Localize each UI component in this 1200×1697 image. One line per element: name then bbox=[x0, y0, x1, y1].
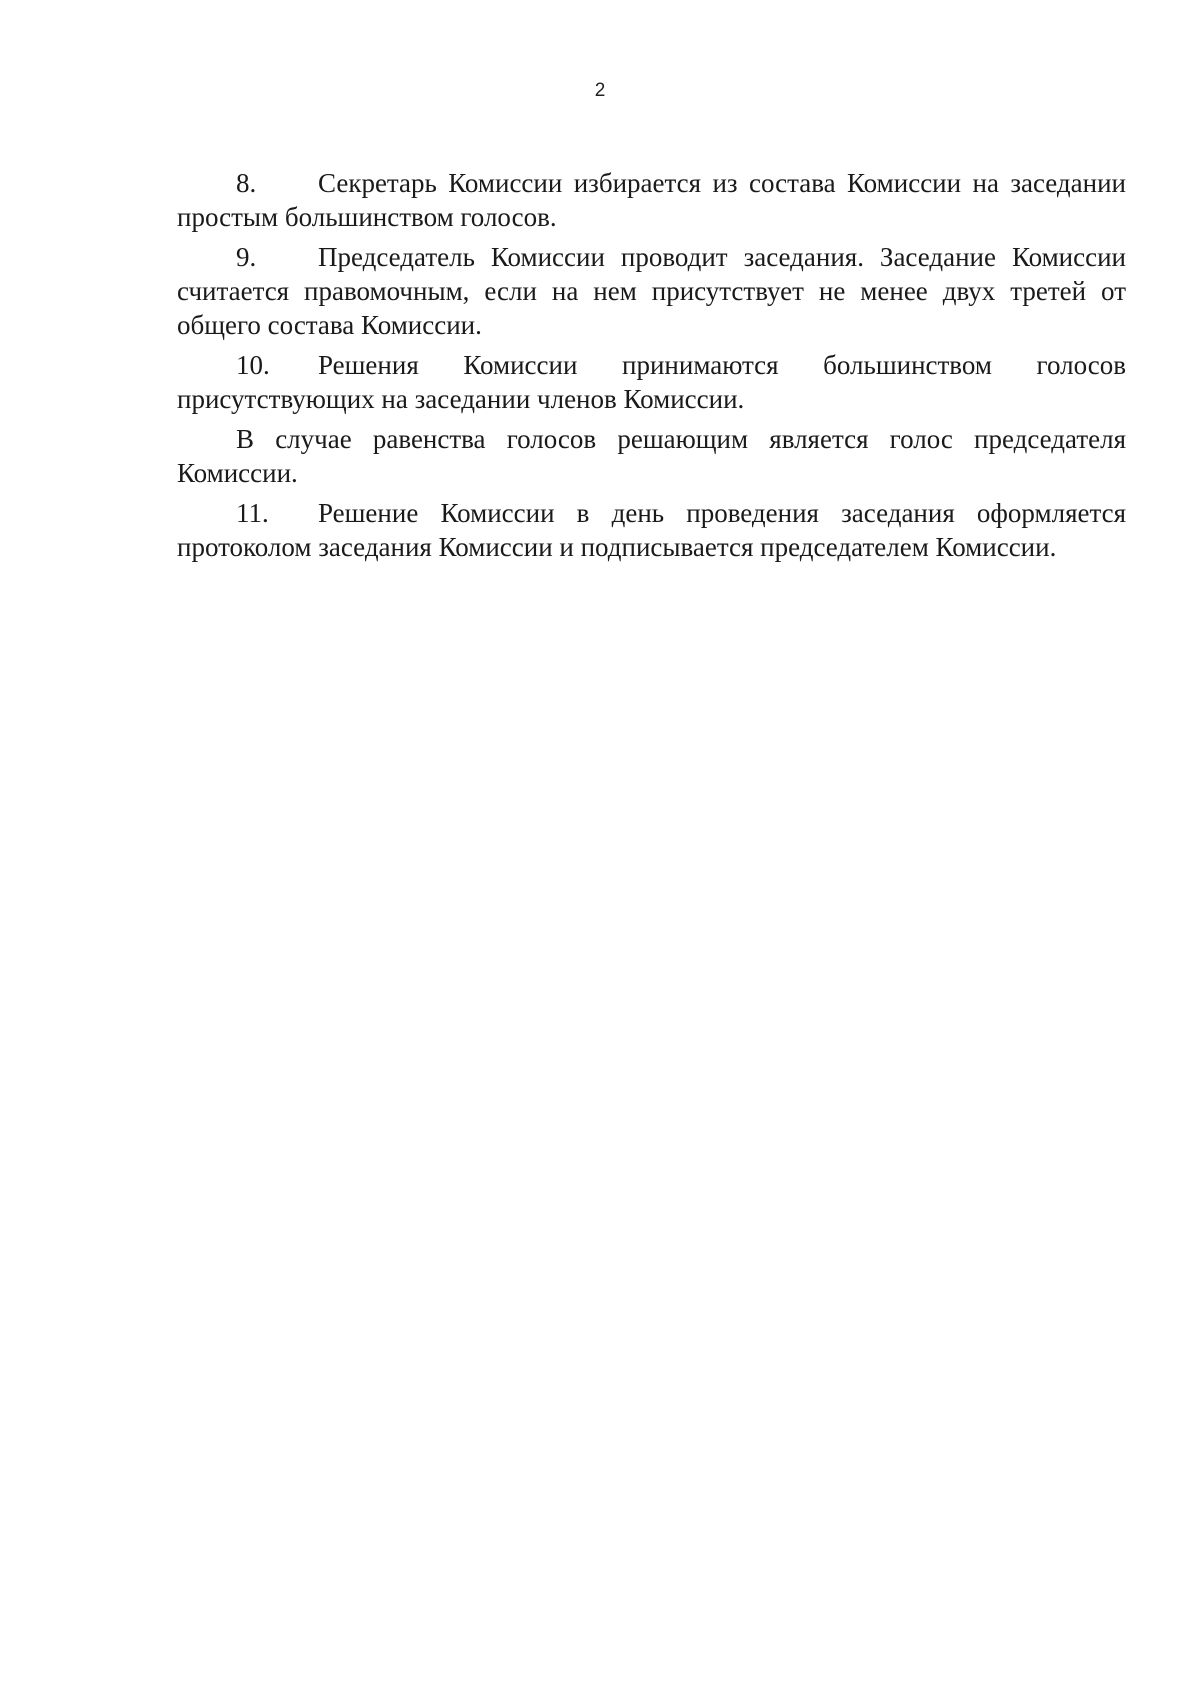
paragraph-text: Решение Комиссии в день проведения заседания оформляется протоколом заседания Комиссии и подписывается председателем Комиссии. bbox=[177, 498, 1126, 562]
paragraph-8 bbox=[177, 166, 1126, 234]
paragraph-number: 8. bbox=[236, 168, 257, 198]
paragraph-number: 11. bbox=[236, 498, 269, 528]
paragraph-text: Решения Комиссии принимаются большинством голосов присутствующих на заседании членов Комиссии. bbox=[177, 350, 1126, 414]
document-body bbox=[177, 166, 1126, 570]
paragraph-number: 9. bbox=[236, 242, 257, 272]
paragraph-10 bbox=[177, 348, 1126, 416]
paragraph-text: Секретарь Комиссии избирается из состава Комиссии на заседании простым большинством голосов. bbox=[177, 168, 1126, 232]
paragraph-text: В случае равенства голосов решающим является голос председателя Комиссии. bbox=[177, 424, 1126, 488]
paragraph-9 bbox=[177, 240, 1126, 342]
paragraph-10-continuation bbox=[177, 422, 1126, 490]
paragraph-number: 10. bbox=[236, 350, 270, 380]
paragraph-11 bbox=[177, 496, 1126, 564]
paragraph-text: Председатель Комиссии проводит заседания. Заседание Комиссии считается правомочным, если на нем присутствует не менее двух третей от общего состава Комиссии. bbox=[177, 242, 1126, 340]
page-number: 2 bbox=[594, 80, 606, 101]
